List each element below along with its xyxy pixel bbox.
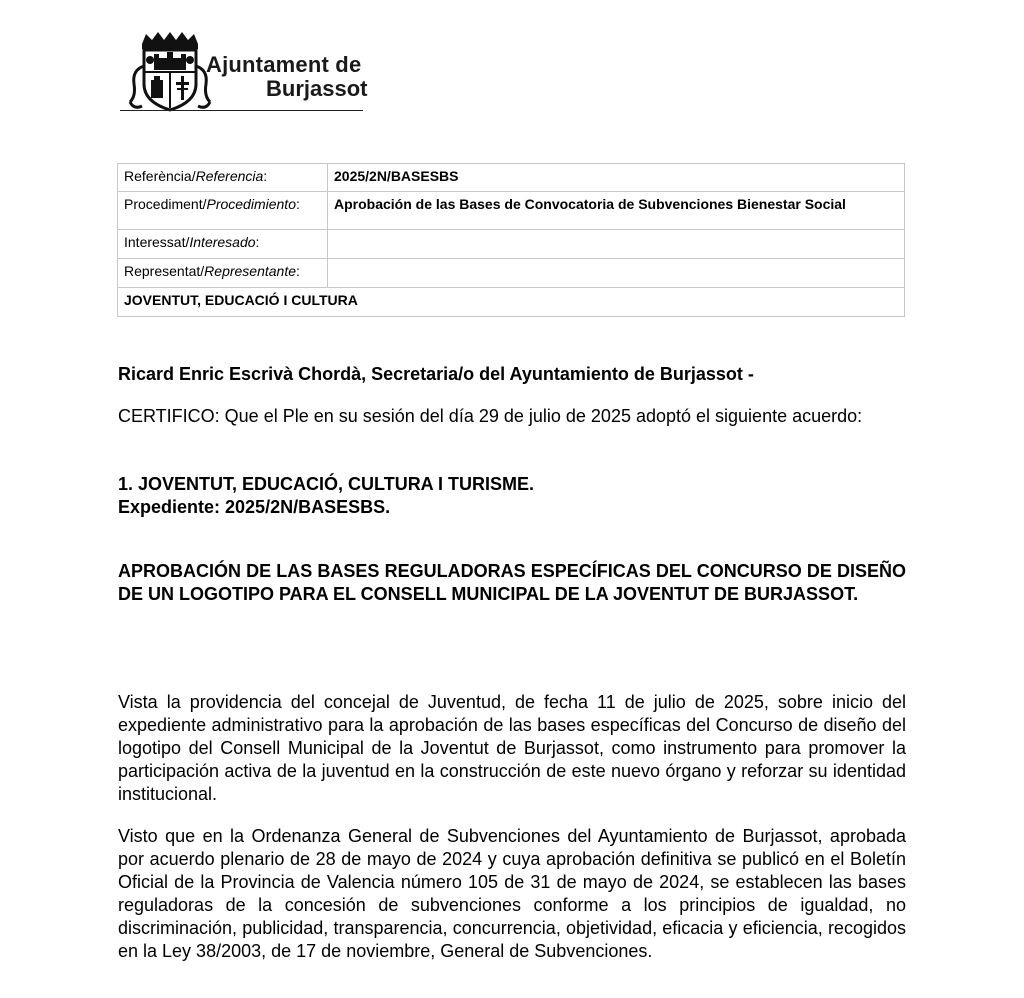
table-row: [118, 259, 905, 288]
logo-text-line1: Ajuntament de: [206, 52, 362, 77]
interested-label: Interessat/Interesado:: [118, 230, 328, 259]
section-block: [118, 473, 906, 519]
section-title: 1. JOVENTUT, EDUCACIÓ, CULTURA I TURISME.: [118, 474, 535, 494]
agreement-heading: APROBACIÓN DE LAS BASES REGULADORAS ESPECÍFICAS DEL CONCURSO DE DISEÑO DE UN LOGOTIPO PARA EL CONSELL MUNICIPAL DE LA JOVENTUT DE BURJASSOT.: [118, 561, 906, 604]
body-paragraph-1: Vista la providencia del concejal de Juventud, de fecha 11 de julio de 2025, sobre inicio del expediente administrativo para la aprobación de las bases específicas del Concurso de diseño del logotipo del Consell Municipal de la Joventut de Burjassot, como instrumento para promover la participación activa de la juventud en la construcción de este nuevo órgano y reforzar su identidad institucional.: [118, 692, 906, 804]
coat-of-arms-icon: [124, 30, 216, 116]
signer-line: Ricard Enric Escrivà Chordà, Secretaria/o del Ayuntamiento de Burjassot -: [118, 364, 754, 384]
interested-value: [328, 230, 905, 259]
municipal-logo: [120, 30, 370, 120]
table-row: [118, 230, 905, 259]
reference-label: Referència/Referencia:: [118, 164, 328, 192]
representative-value: [328, 259, 905, 288]
department-cell: JOVENTUT, EDUCACIÓ I CULTURA: [118, 288, 905, 317]
table-row: [118, 288, 905, 317]
expediente-line: Expediente: 2025/2N/BASESBS.: [118, 497, 391, 517]
table-row: [118, 192, 905, 230]
body-paragraph-2: Visto que en la Ordenanza General de Subvenciones del Ayuntamiento de Burjassot, aprobada por acuerdo plenario de 28 de mayo de 2024 y cuya aprobación definitiva se publicó en el Boletín Oficial de la Provincia de Valencia número 105 de 31 de mayo de 2024, se establecen las bases reguladoras de la concesión de subvenciones conforme a los principios de igualdad, no discriminación, publicidad, transparencia, concurrencia, objetividad, eficacia y eficiencia, recogidos en la Ley 38/2003, de 17 de noviembre, General de Subvenciones.: [118, 826, 906, 961]
representative-label: Representat/Representante:: [118, 259, 328, 288]
logo-divider: [120, 110, 363, 111]
logo-text-line2: Burjassot: [266, 76, 368, 101]
reference-table: [117, 163, 905, 317]
table-row: [118, 164, 905, 192]
procedure-value: Aprobación de las Bases de Convocatoria de Subvenciones Bienestar Social: [328, 192, 905, 230]
procedure-label: Procediment/Procedimiento:: [118, 192, 328, 230]
certify-paragraph: CERTIFICO: Que el Ple en su sesión del día 29 de julio de 2025 adoptó el siguiente acuerdo:: [118, 406, 863, 426]
reference-value: 2025/2N/BASESBS: [328, 164, 905, 192]
